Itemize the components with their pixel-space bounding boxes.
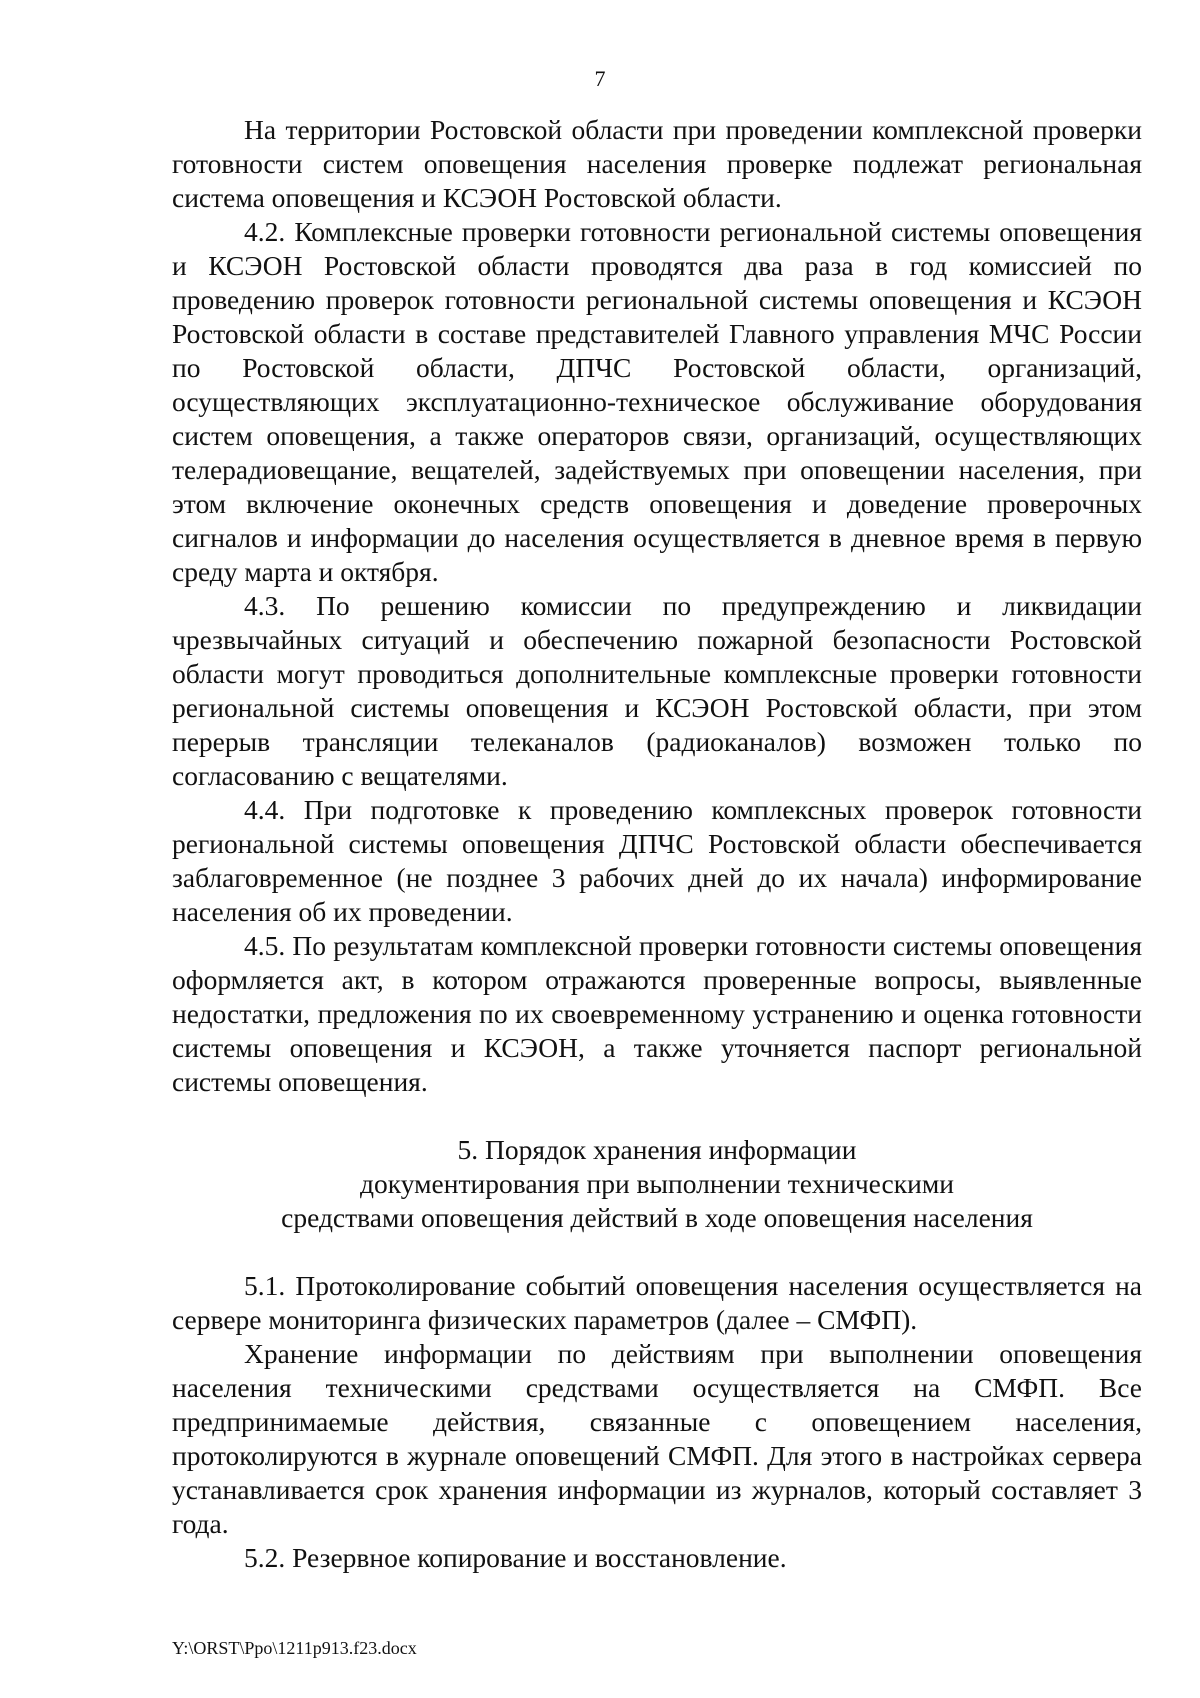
paragraph-4-3: 4.3. По решению комиссии по предупреждению и ликвидации чрезвычайных ситуаций и обеспечению пожарной безопасности Ростовской области могут проводиться дополнительные комплексные проверки готовности региональной системы оповещения и КСЭОН Ростовской области, при этом перерыв трансляции телеканалов (радиоканалов) возможен только по согласованию с вещателями. [172,590,1142,791]
paragraph-5-2: 5.2. Резервное копирование и восстановление. [244,1542,787,1573]
paragraph: На территории Ростовской области при проведении комплексной проверки готовности систем оповещения населения проверке подлежат региональная система оповещения и КСЭОН Ростовской области. [172,114,1142,213]
page-number: 7 [594,66,606,91]
paragraph-storage: Хранение информации по действиям при выполнении оповещения населения техническими средствами осуществляется на СМФП. Все предпринимаемые действия, связанные с оповещением населения, протоколируются в журнале оповещений СМФП. Для этого в настройках сервера устанавливается срок хранения информации из журналов, который составляет 3 года. [172,1338,1142,1539]
paragraph-5-1: 5.1. Протоколирование событий оповещения населения осуществляется на сервере мониторинга физических параметров (далее – СМФП). [172,1270,1142,1335]
paragraph-4-2: 4.2. Комплексные проверки готовности региональной системы оповещения и КСЭОН Ростовской области проводятся два раза в год комиссией по проведению проверок готовности региональной системы оповещения и КСЭОН Ростовской области в составе представителей Главного управления МЧС России по Ростовской области, ДПЧС Ростовской области, организаций, осуществляющих эксплуатационно-техническое обслуживание оборудования систем оповещения, а также операторов связи, организаций, осуществляющих телерадиовещание, вещателей, задействуемых при оповещении населения, при этом включение оконечных средств оповещения и доведение проверочных сигналов и информации до населения осуществляется в дневное время в первую среду марта и октября. [172,216,1142,587]
paragraph-4-4: 4.4. При подготовке к проведению комплексных проверок готовности региональной системы оповещения ДПЧС Ростовской области обеспечивается заблаговременное (не позднее 3 рабочих дней до их начала) информирование населения об их проведении. [172,794,1142,927]
paragraph-4-5: 4.5. По результатам комплексной проверки готовности системы оповещения оформляется акт, в котором отражаются проверенные вопросы, выявленные недостатки, предложения по их своевременному устранению и оценка готовности системы оповещения и КСЭОН, а также уточняется паспорт региональной системы оповещения. [172,930,1142,1097]
section-heading-line-1: 5. Порядок хранения информации [457,1134,857,1165]
footer-file-path: Y:\ORST\Ppo\1211p913.f23.docx [172,1638,417,1658]
document-body [172,113,1142,1575]
section-heading-line-2: документирования при выполнении техническими [360,1168,954,1199]
section-heading-line-3: средствами оповещения действий в ходе оповещения населения [281,1202,1033,1233]
section-5-heading [172,1133,1142,1235]
